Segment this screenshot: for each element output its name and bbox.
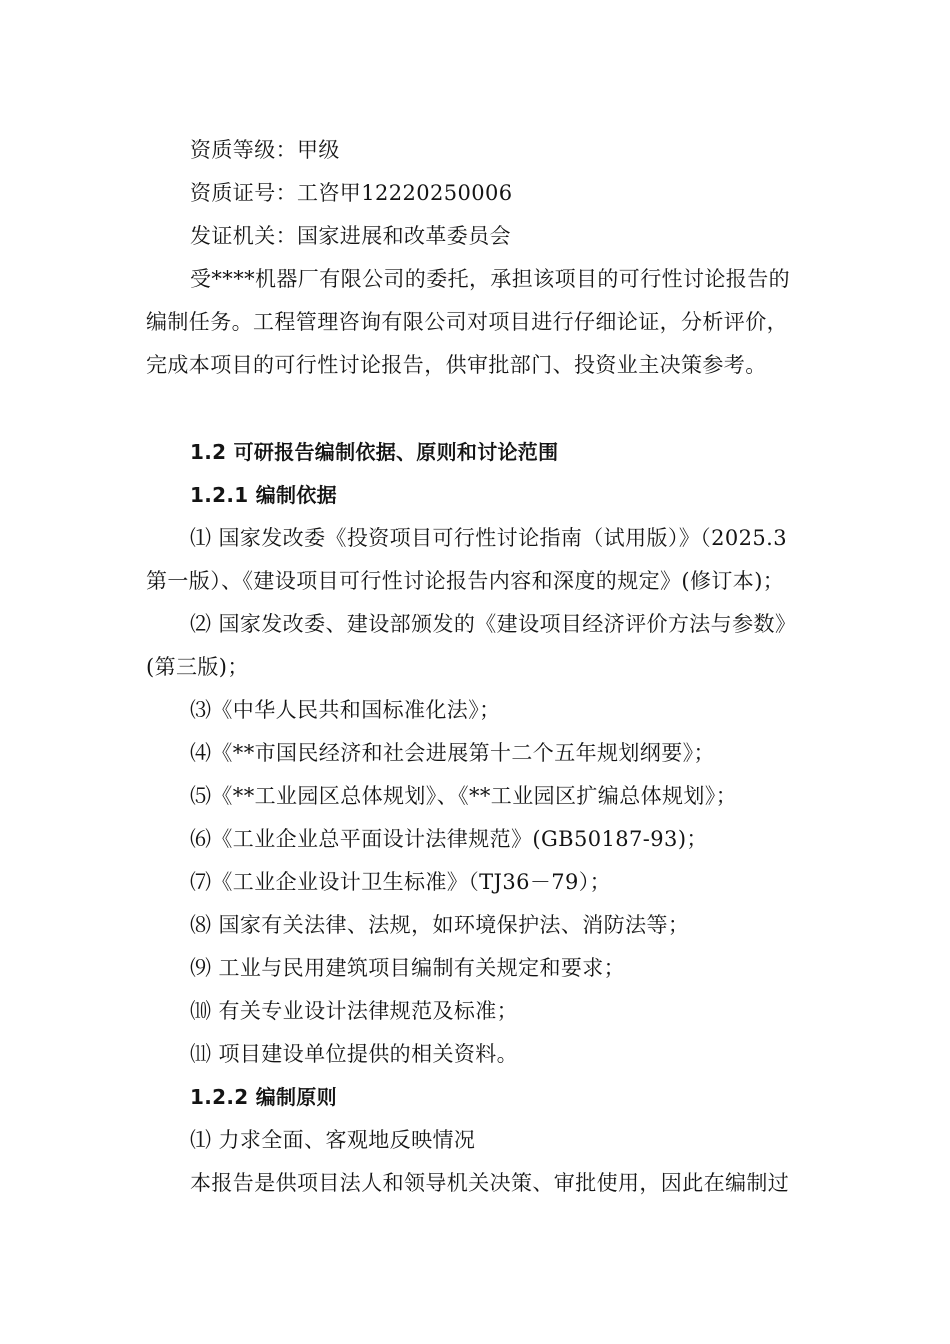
paragraph-line: 受****机器厂有限公司的委托，承担该项目的可行性讨论报告的 [190, 267, 790, 291]
section-heading: 1.2 可研报告编制依据、原则和讨论范围 [190, 440, 559, 464]
paragraph-line: 完成本项目的可行性讨论报告，供审批部门、投资业主决策参考。 [146, 353, 767, 377]
subsection-heading: 1.2.1 编制依据 [190, 483, 337, 507]
paragraph-line: 编制任务。工程管理咨询有限公司对项目进行仔细论证，分析评价， [146, 310, 788, 334]
list-item: ⑴ 力求全面、客观地反映情况 [190, 1128, 476, 1152]
list-item: ⑶《中华人民共和国标准化法》； [190, 698, 501, 722]
paragraph-line: 本报告是供项目法人和领导机关决策、审批使用，因此在编制过 [190, 1171, 790, 1195]
list-item: ⑸《**工业园区总体规划》、《**工业园区扩编总体规划》； [190, 784, 738, 808]
list-item-continuation: (第三版)； [146, 655, 249, 679]
list-item: ⑷《**市国民经济和社会进展第十二个五年规划纲要》； [190, 741, 715, 765]
qualification-number: 资质证号：工咨甲12220250006 [190, 181, 513, 205]
list-item: ⑾ 项目建设单位提供的相关资料。 [190, 1042, 519, 1066]
list-item-continuation: 第一版）、《建设项目可行性讨论报告内容和深度的规定》(修订本)； [146, 569, 785, 593]
list-item: ⑴ 国家发改委《投资项目可行性讨论指南（试用版）》（2025.3 [190, 526, 787, 550]
list-item: ⑺《工业企业设计卫生标准》（TJ36－79）； [190, 870, 612, 894]
list-item: ⑹《工业企业总平面设计法律规范》(GB50187-93)； [190, 827, 708, 851]
list-item: ⑻ 国家有关法律、法规，如环境保护法、消防法等； [190, 913, 690, 937]
list-item: ⑼ 工业与民用建筑项目编制有关规定和要求； [190, 956, 626, 980]
subsection-heading: 1.2.2 编制原则 [190, 1085, 337, 1109]
issuing-authority: 发证机关：国家进展和改革委员会 [190, 224, 511, 248]
list-item: ⑵ 国家发改委、建设部颁发的《建设项目经济评价方法与参数》 [190, 612, 797, 636]
list-item: ⑽ 有关专业设计法律规范及标准； [190, 999, 519, 1023]
qualification-grade: 资质等级：甲级 [190, 138, 340, 162]
